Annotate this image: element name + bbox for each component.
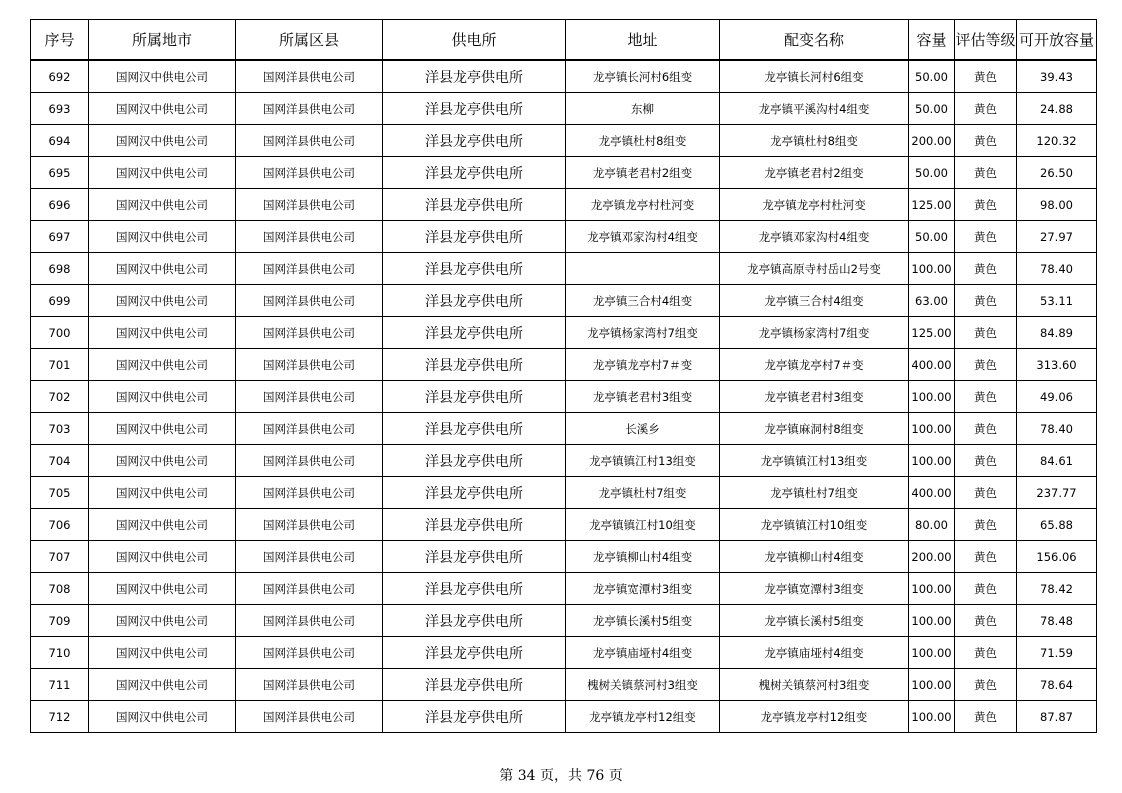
- cell-transformer-name: 龙亭镇长溪村5组变: [720, 605, 909, 637]
- cell-station: 洋县龙亭供电所: [383, 253, 566, 285]
- cell-index: 709: [31, 605, 89, 637]
- cell-transformer-name: 龙亭镇庙垭村4组变: [720, 637, 909, 669]
- cell-transformer-name: 龙亭镇镇江村10组变: [720, 509, 909, 541]
- cell-grade: 黄色: [955, 60, 1017, 93]
- cell-county: 国网洋县供电公司: [236, 125, 383, 157]
- table-row: [31, 381, 1097, 413]
- cell-address: 龙亭镇龙亭村7＃变: [566, 349, 720, 381]
- cell-city: 国网汉中供电公司: [89, 701, 236, 733]
- cell-county: 国网洋县供电公司: [236, 93, 383, 125]
- capacity-table: [30, 19, 1097, 733]
- cell-capacity: 100.00: [909, 445, 955, 477]
- cell-index: 710: [31, 637, 89, 669]
- cell-transformer-name: 龙亭镇宽潭村3组变: [720, 573, 909, 605]
- cell-capacity: 400.00: [909, 349, 955, 381]
- table-row: [31, 541, 1097, 573]
- cell-grade: 黄色: [955, 93, 1017, 125]
- cell-capacity: 50.00: [909, 60, 955, 93]
- cell-open-capacity: 156.06: [1017, 541, 1097, 573]
- table-row: [31, 157, 1097, 189]
- cell-station: 洋县龙亭供电所: [383, 60, 566, 93]
- cell-city: 国网汉中供电公司: [89, 157, 236, 189]
- cell-capacity: 100.00: [909, 669, 955, 701]
- cell-grade: 黄色: [955, 221, 1017, 253]
- cell-grade: 黄色: [955, 445, 1017, 477]
- cell-open-capacity: 78.40: [1017, 413, 1097, 445]
- cell-grade: 黄色: [955, 285, 1017, 317]
- cell-open-capacity: 53.11: [1017, 285, 1097, 317]
- cell-grade: 黄色: [955, 669, 1017, 701]
- cell-station: 洋县龙亭供电所: [383, 93, 566, 125]
- cell-station: 洋县龙亭供电所: [383, 285, 566, 317]
- table-row: [31, 605, 1097, 637]
- cell-address: 东柳: [566, 93, 720, 125]
- cell-address: 龙亭镇庙垭村4组变: [566, 637, 720, 669]
- cell-county: 国网洋县供电公司: [236, 637, 383, 669]
- cell-county: 国网洋县供电公司: [236, 317, 383, 349]
- col-header-address: 地址: [566, 20, 720, 61]
- cell-city: 国网汉中供电公司: [89, 413, 236, 445]
- cell-city: 国网汉中供电公司: [89, 637, 236, 669]
- cell-city: 国网汉中供电公司: [89, 605, 236, 637]
- cell-open-capacity: 87.87: [1017, 701, 1097, 733]
- cell-grade: 黄色: [955, 637, 1017, 669]
- table-row: [31, 60, 1097, 93]
- cell-open-capacity: 98.00: [1017, 189, 1097, 221]
- table-row: [31, 349, 1097, 381]
- cell-county: 国网洋县供电公司: [236, 381, 383, 413]
- cell-index: 700: [31, 317, 89, 349]
- cell-county: 国网洋县供电公司: [236, 669, 383, 701]
- cell-index: 692: [31, 60, 89, 93]
- cell-capacity: 80.00: [909, 509, 955, 541]
- cell-address: 龙亭镇宽潭村3组变: [566, 573, 720, 605]
- cell-index: 712: [31, 701, 89, 733]
- cell-city: 国网汉中供电公司: [89, 669, 236, 701]
- cell-county: 国网洋县供电公司: [236, 221, 383, 253]
- cell-county: 国网洋县供电公司: [236, 60, 383, 93]
- cell-station: 洋县龙亭供电所: [383, 637, 566, 669]
- table-row: [31, 637, 1097, 669]
- cell-city: 国网汉中供电公司: [89, 125, 236, 157]
- cell-county: 国网洋县供电公司: [236, 253, 383, 285]
- cell-address: 龙亭镇龙亭村12组变: [566, 701, 720, 733]
- cell-index: 707: [31, 541, 89, 573]
- cell-grade: 黄色: [955, 317, 1017, 349]
- cell-address: 龙亭镇邓家沟村4组变: [566, 221, 720, 253]
- cell-transformer-name: 龙亭镇长河村6组变: [720, 60, 909, 93]
- cell-station: 洋县龙亭供电所: [383, 381, 566, 413]
- cell-transformer-name: 龙亭镇龙亭村7＃变: [720, 349, 909, 381]
- cell-capacity: 125.00: [909, 317, 955, 349]
- cell-city: 国网汉中供电公司: [89, 93, 236, 125]
- cell-city: 国网汉中供电公司: [89, 285, 236, 317]
- cell-capacity: 50.00: [909, 157, 955, 189]
- cell-transformer-name: 龙亭镇镇江村13组变: [720, 445, 909, 477]
- col-header-station: 供电所: [383, 20, 566, 61]
- col-header-open-capacity: 可开放容量: [1017, 20, 1097, 61]
- cell-capacity: 400.00: [909, 477, 955, 509]
- cell-open-capacity: 24.88: [1017, 93, 1097, 125]
- cell-city: 国网汉中供电公司: [89, 189, 236, 221]
- cell-transformer-name: 龙亭镇杨家湾村7组变: [720, 317, 909, 349]
- cell-address: 龙亭镇老君村3组变: [566, 381, 720, 413]
- table-row: [31, 445, 1097, 477]
- cell-city: 国网汉中供电公司: [89, 509, 236, 541]
- page-number: 第 34 页，共 76 页: [499, 768, 623, 784]
- cell-address: 龙亭镇龙亭村杜河变: [566, 189, 720, 221]
- cell-open-capacity: 78.42: [1017, 573, 1097, 605]
- cell-city: 国网汉中供电公司: [89, 317, 236, 349]
- cell-transformer-name: 龙亭镇邓家沟村4组变: [720, 221, 909, 253]
- cell-station: 洋县龙亭供电所: [383, 509, 566, 541]
- cell-index: 694: [31, 125, 89, 157]
- cell-station: 洋县龙亭供电所: [383, 541, 566, 573]
- cell-capacity: 100.00: [909, 413, 955, 445]
- cell-index: 693: [31, 93, 89, 125]
- cell-address: 龙亭镇镇江村13组变: [566, 445, 720, 477]
- cell-index: 701: [31, 349, 89, 381]
- cell-grade: 黄色: [955, 477, 1017, 509]
- cell-index: 699: [31, 285, 89, 317]
- cell-transformer-name: 龙亭镇柳山村4组变: [720, 541, 909, 573]
- cell-open-capacity: 27.97: [1017, 221, 1097, 253]
- cell-county: 国网洋县供电公司: [236, 701, 383, 733]
- cell-station: 洋县龙亭供电所: [383, 669, 566, 701]
- cell-open-capacity: 26.50: [1017, 157, 1097, 189]
- cell-transformer-name: 龙亭镇麻洞村8组变: [720, 413, 909, 445]
- col-header-city: 所属地市: [89, 20, 236, 61]
- cell-capacity: 125.00: [909, 189, 955, 221]
- table-row: [31, 477, 1097, 509]
- cell-grade: 黄色: [955, 573, 1017, 605]
- cell-capacity: 50.00: [909, 221, 955, 253]
- cell-station: 洋县龙亭供电所: [383, 477, 566, 509]
- cell-capacity: 100.00: [909, 381, 955, 413]
- cell-grade: 黄色: [955, 253, 1017, 285]
- cell-transformer-name: 龙亭镇三合村4组变: [720, 285, 909, 317]
- cell-transformer-name: 龙亭镇龙亭村12组变: [720, 701, 909, 733]
- cell-open-capacity: 237.77: [1017, 477, 1097, 509]
- cell-city: 国网汉中供电公司: [89, 221, 236, 253]
- table-body: [31, 60, 1097, 733]
- cell-address: 龙亭镇杨家湾村7组变: [566, 317, 720, 349]
- cell-index: 696: [31, 189, 89, 221]
- cell-transformer-name: 龙亭镇高原寺村岳山2号变: [720, 253, 909, 285]
- cell-transformer-name: 龙亭镇杜村8组变: [720, 125, 909, 157]
- cell-index: 702: [31, 381, 89, 413]
- cell-index: 698: [31, 253, 89, 285]
- cell-station: 洋县龙亭供电所: [383, 125, 566, 157]
- cell-county: 国网洋县供电公司: [236, 509, 383, 541]
- cell-county: 国网洋县供电公司: [236, 349, 383, 381]
- cell-station: 洋县龙亭供电所: [383, 189, 566, 221]
- cell-county: 国网洋县供电公司: [236, 157, 383, 189]
- cell-county: 国网洋县供电公司: [236, 605, 383, 637]
- cell-station: 洋县龙亭供电所: [383, 605, 566, 637]
- cell-capacity: 100.00: [909, 253, 955, 285]
- cell-transformer-name: 槐树关镇蔡河村3组变: [720, 669, 909, 701]
- cell-open-capacity: 49.06: [1017, 381, 1097, 413]
- cell-address: 龙亭镇柳山村4组变: [566, 541, 720, 573]
- cell-address: 槐树关镇蔡河村3组变: [566, 669, 720, 701]
- col-header-capacity: 容量: [909, 20, 955, 61]
- cell-capacity: 100.00: [909, 637, 955, 669]
- table-row: [31, 413, 1097, 445]
- table-row: [31, 701, 1097, 733]
- cell-address: 长溪乡: [566, 413, 720, 445]
- cell-index: 705: [31, 477, 89, 509]
- cell-index: 708: [31, 573, 89, 605]
- cell-county: 国网洋县供电公司: [236, 541, 383, 573]
- col-header-index: 序号: [31, 20, 89, 61]
- cell-transformer-name: 龙亭镇平溪沟村4组变: [720, 93, 909, 125]
- cell-open-capacity: 78.48: [1017, 605, 1097, 637]
- cell-grade: 黄色: [955, 509, 1017, 541]
- cell-open-capacity: 84.89: [1017, 317, 1097, 349]
- cell-address: 龙亭镇杜村7组变: [566, 477, 720, 509]
- cell-city: 国网汉中供电公司: [89, 253, 236, 285]
- cell-transformer-name: 龙亭镇老君村3组变: [720, 381, 909, 413]
- cell-open-capacity: 78.64: [1017, 669, 1097, 701]
- table-row: [31, 125, 1097, 157]
- cell-county: 国网洋县供电公司: [236, 573, 383, 605]
- cell-address: 龙亭镇长溪村5组变: [566, 605, 720, 637]
- cell-capacity: 200.00: [909, 541, 955, 573]
- table-row: [31, 253, 1097, 285]
- cell-county: 国网洋县供电公司: [236, 189, 383, 221]
- cell-city: 国网汉中供电公司: [89, 541, 236, 573]
- cell-county: 国网洋县供电公司: [236, 477, 383, 509]
- cell-address: 龙亭镇杜村8组变: [566, 125, 720, 157]
- header-row: [31, 20, 1097, 61]
- table-row: [31, 509, 1097, 541]
- cell-grade: 黄色: [955, 189, 1017, 221]
- cell-open-capacity: 39.43: [1017, 60, 1097, 93]
- cell-address: 龙亭镇三合村4组变: [566, 285, 720, 317]
- cell-capacity: 100.00: [909, 605, 955, 637]
- cell-station: 洋县龙亭供电所: [383, 413, 566, 445]
- cell-grade: 黄色: [955, 701, 1017, 733]
- cell-capacity: 200.00: [909, 125, 955, 157]
- col-header-county: 所属区县: [236, 20, 383, 61]
- cell-station: 洋县龙亭供电所: [383, 221, 566, 253]
- cell-station: 洋县龙亭供电所: [383, 573, 566, 605]
- cell-open-capacity: 71.59: [1017, 637, 1097, 669]
- cell-open-capacity: 120.32: [1017, 125, 1097, 157]
- cell-grade: 黄色: [955, 157, 1017, 189]
- cell-address: 龙亭镇老君村2组变: [566, 157, 720, 189]
- cell-address: 龙亭镇长河村6组变: [566, 60, 720, 93]
- cell-capacity: 63.00: [909, 285, 955, 317]
- table-row: [31, 573, 1097, 605]
- cell-county: 国网洋县供电公司: [236, 285, 383, 317]
- cell-station: 洋县龙亭供电所: [383, 349, 566, 381]
- cell-city: 国网汉中供电公司: [89, 445, 236, 477]
- cell-open-capacity: 65.88: [1017, 509, 1097, 541]
- col-header-grade: 评估等级: [955, 20, 1017, 61]
- cell-county: 国网洋县供电公司: [236, 445, 383, 477]
- cell-index: 711: [31, 669, 89, 701]
- cell-index: 703: [31, 413, 89, 445]
- cell-station: 洋县龙亭供电所: [383, 445, 566, 477]
- table-row: [31, 221, 1097, 253]
- table-row: [31, 669, 1097, 701]
- cell-grade: 黄色: [955, 381, 1017, 413]
- cell-city: 国网汉中供电公司: [89, 573, 236, 605]
- cell-city: 国网汉中供电公司: [89, 60, 236, 93]
- cell-transformer-name: 龙亭镇杜村7组变: [720, 477, 909, 509]
- col-header-transformer-name: 配变名称: [720, 20, 909, 61]
- cell-city: 国网汉中供电公司: [89, 349, 236, 381]
- table-row: [31, 189, 1097, 221]
- cell-city: 国网汉中供电公司: [89, 477, 236, 509]
- cell-index: 706: [31, 509, 89, 541]
- cell-transformer-name: 龙亭镇龙亭村杜河变: [720, 189, 909, 221]
- cell-index: 695: [31, 157, 89, 189]
- table-row: [31, 93, 1097, 125]
- cell-city: 国网汉中供电公司: [89, 381, 236, 413]
- cell-index: 697: [31, 221, 89, 253]
- cell-grade: 黄色: [955, 413, 1017, 445]
- table-row: [31, 317, 1097, 349]
- cell-index: 704: [31, 445, 89, 477]
- cell-grade: 黄色: [955, 125, 1017, 157]
- cell-grade: 黄色: [955, 605, 1017, 637]
- cell-capacity: 100.00: [909, 573, 955, 605]
- cell-station: 洋县龙亭供电所: [383, 157, 566, 189]
- cell-county: 国网洋县供电公司: [236, 413, 383, 445]
- cell-open-capacity: 313.60: [1017, 349, 1097, 381]
- cell-capacity: 50.00: [909, 93, 955, 125]
- cell-station: 洋县龙亭供电所: [383, 317, 566, 349]
- cell-station: 洋县龙亭供电所: [383, 701, 566, 733]
- table-row: [31, 285, 1097, 317]
- cell-grade: 黄色: [955, 541, 1017, 573]
- cell-grade: 黄色: [955, 349, 1017, 381]
- cell-address: [566, 253, 720, 285]
- cell-address: 龙亭镇镇江村10组变: [566, 509, 720, 541]
- cell-open-capacity: 84.61: [1017, 445, 1097, 477]
- cell-open-capacity: 78.40: [1017, 253, 1097, 285]
- cell-transformer-name: 龙亭镇老君村2组变: [720, 157, 909, 189]
- cell-capacity: 100.00: [909, 701, 955, 733]
